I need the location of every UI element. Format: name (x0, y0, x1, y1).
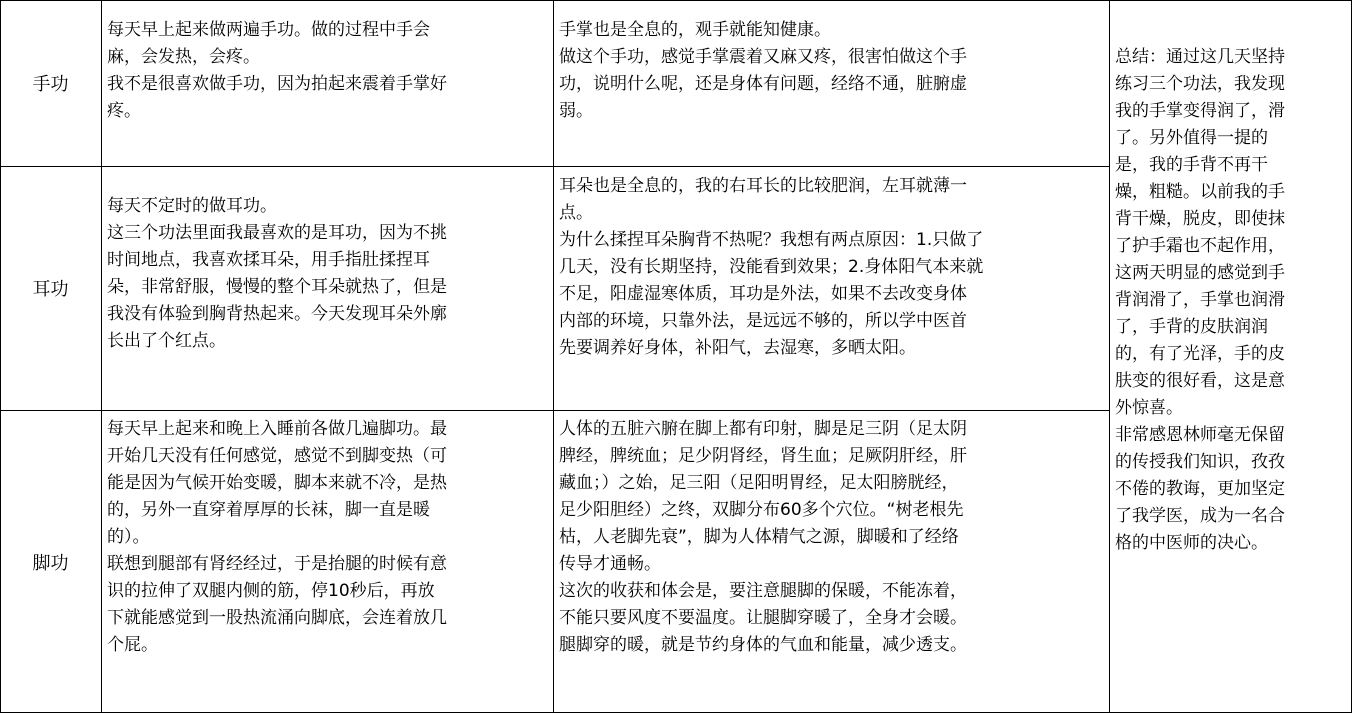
column-divider (553, 0, 554, 713)
row-label-ear: 耳功 (32, 279, 69, 300)
row-divider (0, 166, 1109, 167)
paragraph: 耳朵也是全息的，我的右耳长的比较肥润，左耳就薄一 点。 (559, 176, 967, 223)
column-divider (1109, 0, 1110, 713)
paragraph: 人体的五脏六腑在脚上都有印射，脚是足三阴（足太阴 脾经，脾统血；足少阴肾经，肾生血；足厥阴肝经，肝 藏血；）之始，足三阳（足阳明胃经，足太阳膀胱经， 足少阳胆经）之终，双脚分布60多个穴位。“树老根先 枯，人老脚先衰”，脚为人体精气之源，脚暖和了经络 传导才通畅。 (559, 419, 967, 574)
table-border-left (0, 0, 1, 713)
foot-reflection-cell (553, 416, 1109, 713)
row-label-hand: 手功 (32, 74, 69, 95)
column-divider (101, 0, 102, 713)
hand-reflection-cell (553, 17, 1109, 166)
summary-cell (1109, 44, 1352, 713)
paragraph: 这次的收获和体会是，要注意腿脚的保暖，不能冻着， 不能只要风度不要温度。让腿脚穿暖了，全身才会暖。 腿脚穿的暖，就是节约身体的气血和能量，减少透支。 (559, 581, 967, 655)
row-divider (0, 410, 1109, 411)
paragraph: 这三个功法里面我最喜欢的是耳功，因为不挑 时间地点，我喜欢揉耳朵，用手指肚揉捏耳 朵，非常舒服，慢慢的整个耳朵就热了，但是 我没有体验到胸背热起来。今天发现耳朵外廓 长出了个红点。 (107, 223, 447, 351)
ear-reflection-cell (553, 173, 1109, 410)
paragraph: 为什么揉捏耳朵胸背不热呢？我想有两点原因：1.只做了 几天，没有长期坚持，没能看到效果；2.身体阳气本来就 不足，阳虚湿寒体质，耳功是外法，如果不去改变身体 内部的环境，只靠外法，是远远不够的，所以学中医首 先要调养好身体，补阳气，去湿寒，多晒太阳。 (559, 230, 984, 358)
paragraph: 我不是很喜欢做手功，因为拍起来震着手掌好 疼。 (107, 74, 447, 121)
paragraph: 手掌也是全息的，观手就能知健康。 (559, 20, 831, 40)
hand-practice-cell (101, 17, 553, 166)
summary-paragraph: 非常感恩林师毫无保留 的传授我们知识，孜孜 不倦的教诲，更加坚定 了我学医，成为一名合 格的中医师的决心。 (1115, 425, 1285, 553)
foot-practice-cell (101, 416, 553, 713)
row-label-foot: 脚功 (32, 552, 69, 574)
paragraph: 每天早上起来做两遍手功。做的过程中手会 麻，会发热，会疼。 (107, 20, 430, 67)
paragraph: 联想到腿部有肾经经过，于是抬腿的时候有意 识的拉伸了双腿内侧的筋，停10秒后，再放 下就能感觉到一股热流涌向脚底，会连着放几 个屁。 (107, 554, 447, 655)
paragraph: 每天不定时的做耳功。 (107, 196, 277, 216)
ear-practice-cell (101, 193, 553, 410)
summary-paragraph: 总结：通过这几天坚持 练习三个功法，我发现 我的手掌变得润了，滑 了。另外值得一提的 是，我的手背不再干 燥，粗糙。以前我的手 背干燥，脱皮，即使抹 了护手霜也不起作用， 这两天明显的感觉到手 背润滑了，手掌也润滑 了，手背的皮肤润润 的，有了光泽，手的皮 肤变的很好看，这是意 外惊喜。 (1115, 47, 1285, 418)
paragraph: 每天早上起来和晚上入睡前各做几遍脚功。最 开始几天没有任何感觉，感觉不到脚变热（可 能是因为气候开始变暖，脚本来就不冷，是热 的，另外一直穿着厚厚的长袜，脚一直是暖 的）。 (107, 419, 447, 547)
table-border-top (0, 0, 1352, 1)
paragraph: 做这个手功，感觉手掌震着又麻又疼，很害怕做这个手 功，说明什么呢，还是身体有问题，经络不通，脏腑虚 弱。 (559, 47, 967, 121)
